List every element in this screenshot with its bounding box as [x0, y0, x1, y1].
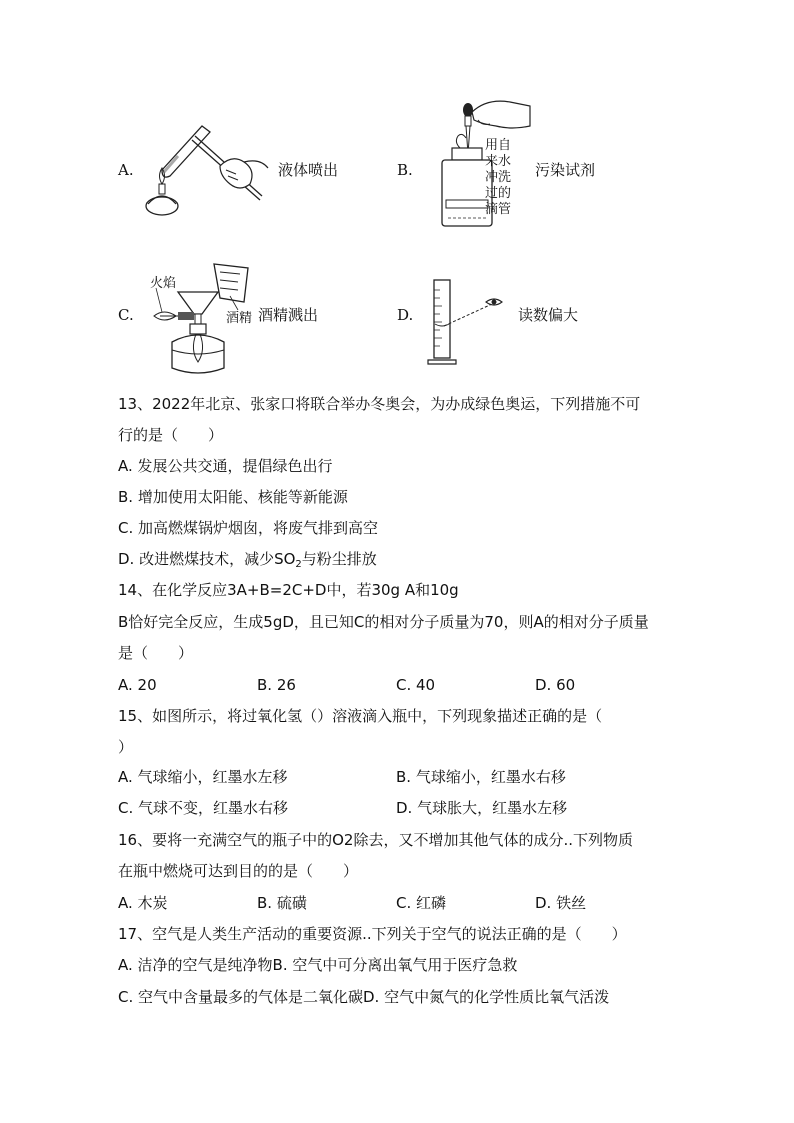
option-d-letter: D.: [397, 306, 414, 324]
question-15-stem-line-1: 15、如图所示，将过氧化氢（）溶液滴入瓶中，下列现象描述正确的是（: [118, 707, 603, 725]
question-16-option-c: C. 红磷: [396, 894, 447, 912]
option-a-letter: A.: [118, 161, 134, 179]
figure-a-caption: 液体喷出: [278, 161, 339, 179]
option-b-letter: B.: [397, 161, 413, 179]
figure-b-label: [485, 138, 511, 218]
question-13-stem-line-1: 13、2022年北京、张家口将联合举办冬奥会，为办成绿色奥运，下列措施不可: [118, 395, 641, 413]
question-14-option-a: A. 20: [118, 676, 157, 694]
question-14-stem-line-2: B恰好完全反应，生成5gD，且已知C的相对分子质量为70，则A的相对分子质量: [118, 613, 649, 631]
question-16-option-b: B. 硫磺: [257, 894, 307, 912]
question-14-option-d: D. 60: [535, 676, 576, 694]
figure-b-label-line: 过的: [485, 186, 512, 201]
figure-c-flame-label: 火焰: [150, 276, 177, 291]
figure-b-label-line: 用自: [485, 138, 512, 153]
figure-c-caption: 酒精溅出: [258, 306, 319, 324]
question-15-option-c: C. 气球不变，红墨水右移: [118, 799, 289, 817]
question-13-option-d-text: D. 改进燃煤技术，减少SO: [118, 550, 296, 568]
question-15-stem-line-2: ）: [118, 738, 134, 756]
question-16-stem-line-1: 16、要将一充满空气的瓶子中的O2除去，又不增加其他气体的成分..下列物质: [118, 831, 633, 849]
question-16-option-a: A. 木炭: [118, 894, 168, 912]
question-13-option-d-subscript: 2: [295, 559, 302, 570]
question-17-options-line-1: A. 洁净的空气是纯净物B. 空气中可分离出氧气用于医疗急救: [118, 956, 518, 974]
figure-d-graduated-cylinder: [428, 278, 508, 366]
question-16-option-d: D. 铁丝: [535, 894, 587, 912]
question-14-stem-line-1: 14、在化学反应3A+B=2C+D中，若30g A和10g: [118, 581, 459, 599]
figure-c-alcohol-label: 酒精: [226, 311, 253, 326]
question-13-option-c: C. 加高燃煤锅炉烟囱，将废气排到高空: [118, 519, 379, 537]
question-17-options-line-2: C. 空气中含量最多的气体是二氧化碳D. 空气中氮气的化学性质比氧气活泼: [118, 988, 610, 1006]
figure-b-label-line: 冲洗: [485, 170, 512, 185]
question-13-option-d: [118, 549, 377, 569]
question-17-stem-line-1: 17、空气是人类生产活动的重要资源..下列关于空气的说法正确的是（ ）: [118, 925, 627, 943]
figure-d-caption: 读数偏大: [518, 306, 579, 324]
question-14-option-c: C. 40: [396, 676, 436, 694]
question-13-option-a: A. 发展公共交通，提倡绿色出行: [118, 457, 333, 475]
figure-b-dropper-bottle: [432, 96, 532, 231]
figure-b-caption: 污染试剂: [535, 161, 596, 179]
option-c-letter: C.: [118, 306, 134, 324]
figure-a-test-tube-heating: [140, 118, 275, 223]
question-14-stem-line-3: 是（ ）: [118, 644, 194, 662]
question-15-option-d: D. 气球胀大，红墨水左移: [396, 799, 568, 817]
question-16-stem-line-2: 在瓶中燃烧可达到目的的是（ ）: [118, 862, 359, 880]
question-13-option-d-text-end: 与粉尘排放: [301, 550, 377, 568]
question-13-option-b: B. 增加使用太阳能、核能等新能源: [118, 488, 348, 506]
figure-b-label-line: 来水: [485, 154, 512, 169]
figure-b-label-line: 滴管: [485, 202, 512, 217]
question-14-option-b: B. 26: [257, 676, 296, 694]
question-15-option-b: B. 气球缩小，红墨水右移: [396, 768, 566, 786]
question-13-stem-line-2: 行的是（ ）: [118, 426, 224, 444]
question-15-option-a: A. 气球缩小，红墨水左移: [118, 768, 288, 786]
